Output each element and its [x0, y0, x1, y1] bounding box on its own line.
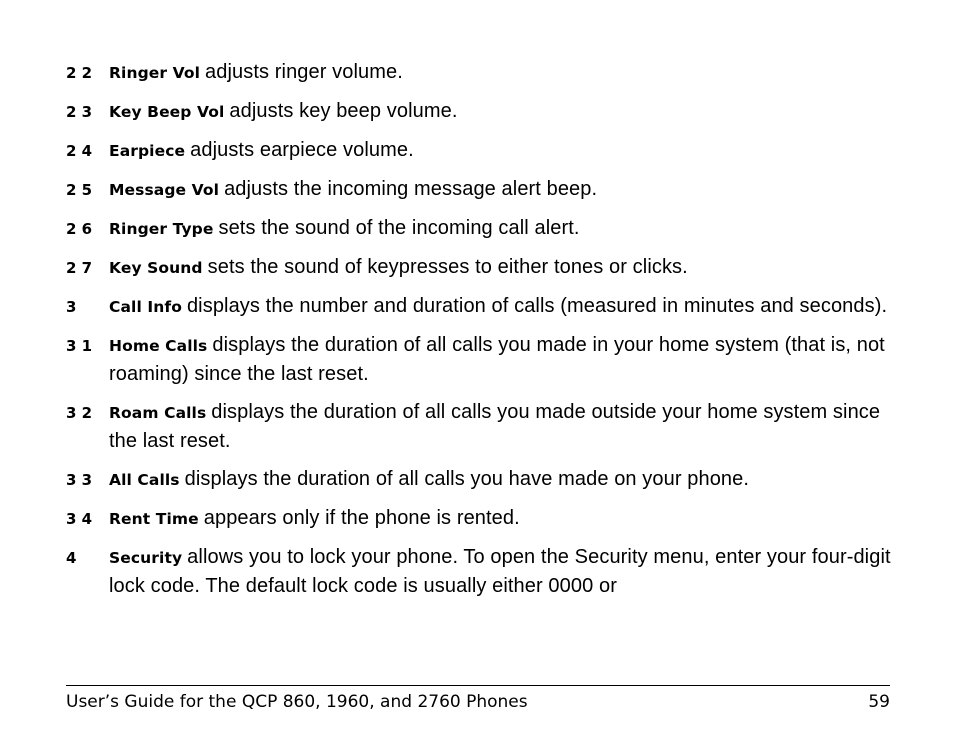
menu-entry: [66, 465, 896, 494]
menu-term: Message Vol: [109, 181, 220, 199]
menu-number: 3 1: [66, 337, 93, 355]
menu-entry: [66, 331, 896, 388]
menu-description: adjusts key beep volume.: [229, 100, 458, 122]
menu-term: Home Calls: [109, 337, 208, 355]
menu-entry-text: [109, 175, 896, 204]
menu-entry-text: [109, 331, 896, 388]
menu-term: Rent Time: [109, 510, 199, 528]
menu-entry: [66, 292, 896, 321]
menu-term: Key Sound: [109, 259, 203, 277]
page-footer: [66, 685, 890, 712]
menu-description: displays the duration of all calls you made outside your home system since the last reset.: [109, 401, 881, 452]
menu-number: 2 5: [66, 181, 93, 199]
menu-description: sets the sound of keypresses to either tones or clicks.: [207, 256, 688, 278]
menu-entry-text: [109, 398, 896, 455]
menu-number: 2 7: [66, 259, 93, 277]
menu-entry-text: [109, 504, 896, 533]
menu-number: 2 6: [66, 220, 93, 238]
menu-term: Key Beep Vol: [109, 103, 225, 121]
menu-term: Security: [109, 549, 183, 567]
menu-description: displays the duration of all calls you made in your home system (that is, not roaming) since the last reset.: [109, 334, 885, 385]
menu-description: sets the sound of the incoming call alert.: [218, 217, 580, 239]
menu-description: displays the duration of all calls you have made on your phone.: [184, 468, 750, 490]
menu-entry-text: [109, 214, 896, 243]
menu-term: Earpiece: [109, 142, 186, 160]
menu-term: Roam Calls: [109, 404, 207, 422]
menu-entry-text: [109, 97, 896, 126]
menu-entry-text: [109, 543, 896, 600]
menu-entry: [66, 58, 896, 87]
menu-number: 2 4: [66, 142, 93, 160]
menu-description: adjusts ringer volume.: [205, 61, 403, 83]
menu-entry: [66, 398, 896, 455]
menu-entry: [66, 253, 896, 282]
menu-entry: [66, 214, 896, 243]
menu-number: 3 4: [66, 510, 93, 528]
menu-entry-text: [109, 465, 896, 494]
menu-description: appears only if the phone is rented.: [203, 507, 520, 529]
menu-number: 4: [66, 549, 77, 567]
menu-entry-text: [109, 58, 896, 87]
menu-number: 3 2: [66, 404, 93, 422]
menu-number: 3: [66, 298, 77, 316]
menu-entry: [66, 543, 896, 600]
menu-entry-text: [109, 136, 896, 165]
menu-number: 2 3: [66, 103, 93, 121]
menu-description: displays the number and duration of calls (measured in minutes and seconds).: [186, 295, 888, 317]
menu-term: Ringer Type: [109, 220, 214, 238]
menu-entry: [66, 175, 896, 204]
menu-entry-text: [109, 292, 896, 321]
menu-term: All Calls: [109, 471, 180, 489]
menu-term: Call Info: [109, 298, 182, 316]
menu-number: 3 3: [66, 471, 93, 489]
menu-entry: [66, 97, 896, 126]
menu-entry: [66, 136, 896, 165]
menu-description: adjusts earpiece volume.: [190, 139, 414, 161]
footer-title: User’s Guide for the QCP 860, 1960, and 2760 Phones: [66, 692, 528, 712]
menu-entry-text: [109, 253, 896, 282]
menu-description-list: [66, 58, 896, 610]
menu-entry: [66, 504, 896, 533]
menu-description: adjusts the incoming message alert beep.: [224, 178, 598, 200]
menu-description: allows you to lock your phone. To open the Security menu, enter your four-digit lock code. The default lock code is usually either 0000 or: [109, 546, 891, 597]
menu-term: Ringer Vol: [109, 64, 201, 82]
page-number: 59: [868, 692, 890, 712]
menu-number: 2 2: [66, 64, 93, 82]
